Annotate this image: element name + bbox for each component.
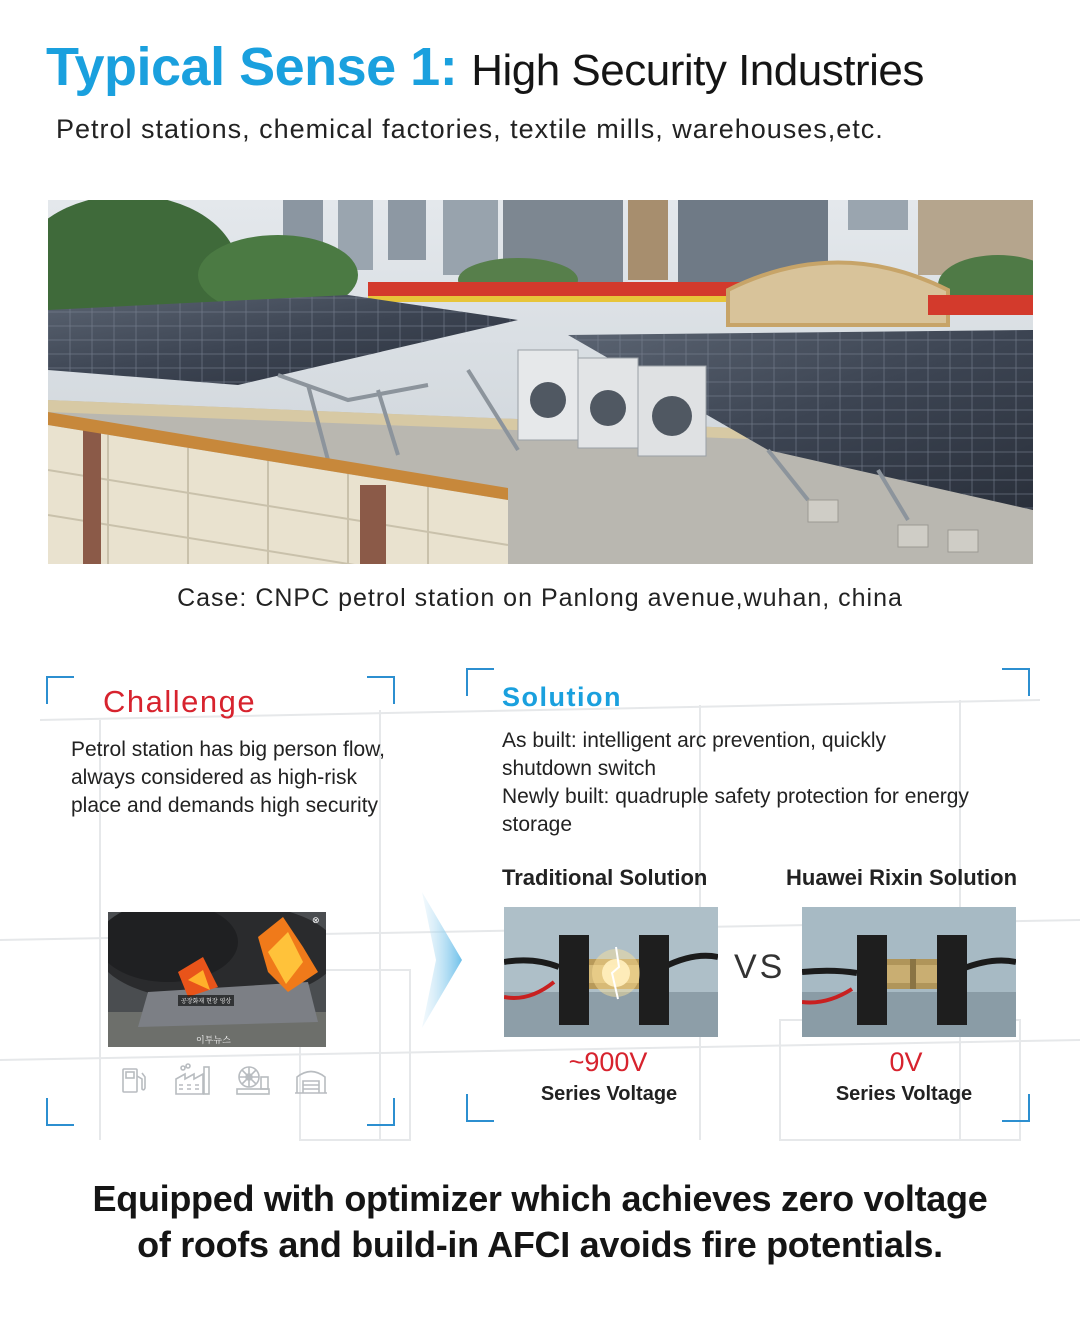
solution-frame-corner bbox=[466, 668, 494, 696]
huawei-solution-label: Huawei Rixin Solution bbox=[786, 865, 1018, 890]
headline-accent: Typical Sense 1: bbox=[46, 37, 458, 97]
traditional-connector-arc-photo bbox=[504, 907, 718, 1037]
conclusion-line-2: of roofs and build-in AFCI avoids fire potentials. bbox=[137, 1224, 943, 1265]
solution-newly-built: Newly built: quadruple safety protection for energy storage bbox=[502, 785, 969, 836]
solution-title: Solution bbox=[502, 682, 622, 712]
conclusion-line-1: Equipped with optimizer which achieves zero voltage bbox=[92, 1178, 988, 1219]
warehouse-icon bbox=[294, 1064, 328, 1096]
industry-icons bbox=[118, 1058, 328, 1102]
traditional-solution-label: Traditional Solution bbox=[502, 865, 708, 890]
solution-frame-corner bbox=[466, 1094, 494, 1122]
huawei-voltage-label: Series Voltage bbox=[835, 1083, 973, 1105]
huawei-connector-photo bbox=[802, 907, 1016, 1037]
challenge-frame-corner bbox=[367, 1098, 395, 1126]
versus-label: VS bbox=[734, 948, 786, 986]
traditional-voltage-value: ~900V bbox=[568, 1047, 648, 1077]
fire-photo-source: 이투뉴스 bbox=[196, 1036, 231, 1046]
solution-frame-corner bbox=[1002, 668, 1030, 696]
fire-photo-caption: 공장화재 현장 영상 bbox=[178, 995, 234, 1006]
headline-title: High Security Industries bbox=[471, 46, 924, 95]
challenge-frame-corner bbox=[46, 1098, 74, 1126]
textile-machine-icon bbox=[235, 1063, 271, 1097]
industries-subtitle: Petrol stations, chemical factories, textile mills, warehouses,etc. bbox=[56, 114, 884, 144]
challenge-title: Challenge bbox=[103, 684, 257, 719]
conclusion-statement bbox=[0, 1176, 1080, 1268]
factory-icon bbox=[173, 1063, 213, 1097]
challenge-description: Petrol station has big person flow, always considered as high-risk place and demands high security bbox=[71, 738, 386, 817]
challenge-frame-corner bbox=[46, 676, 74, 704]
case-caption: Case: CNPC petrol station on Panlong avenue,wuhan, china bbox=[177, 584, 903, 612]
challenge-frame-corner bbox=[367, 676, 395, 704]
factory-fire-photo bbox=[108, 912, 326, 1047]
solution-description bbox=[502, 727, 972, 839]
traditional-voltage-label: Series Voltage bbox=[540, 1083, 678, 1105]
petrol-pump-icon bbox=[118, 1064, 150, 1096]
page-headline bbox=[46, 36, 1046, 98]
fire-photo-corner-icon: ⊗ bbox=[312, 915, 320, 925]
solution-as-built: As built: intelligent arc prevention, quickly shutdown switch bbox=[502, 729, 887, 780]
huawei-voltage-value: 0V bbox=[889, 1047, 923, 1077]
rooftop-solar-photo bbox=[48, 200, 1033, 564]
flow-arrow-icon bbox=[418, 890, 466, 1030]
